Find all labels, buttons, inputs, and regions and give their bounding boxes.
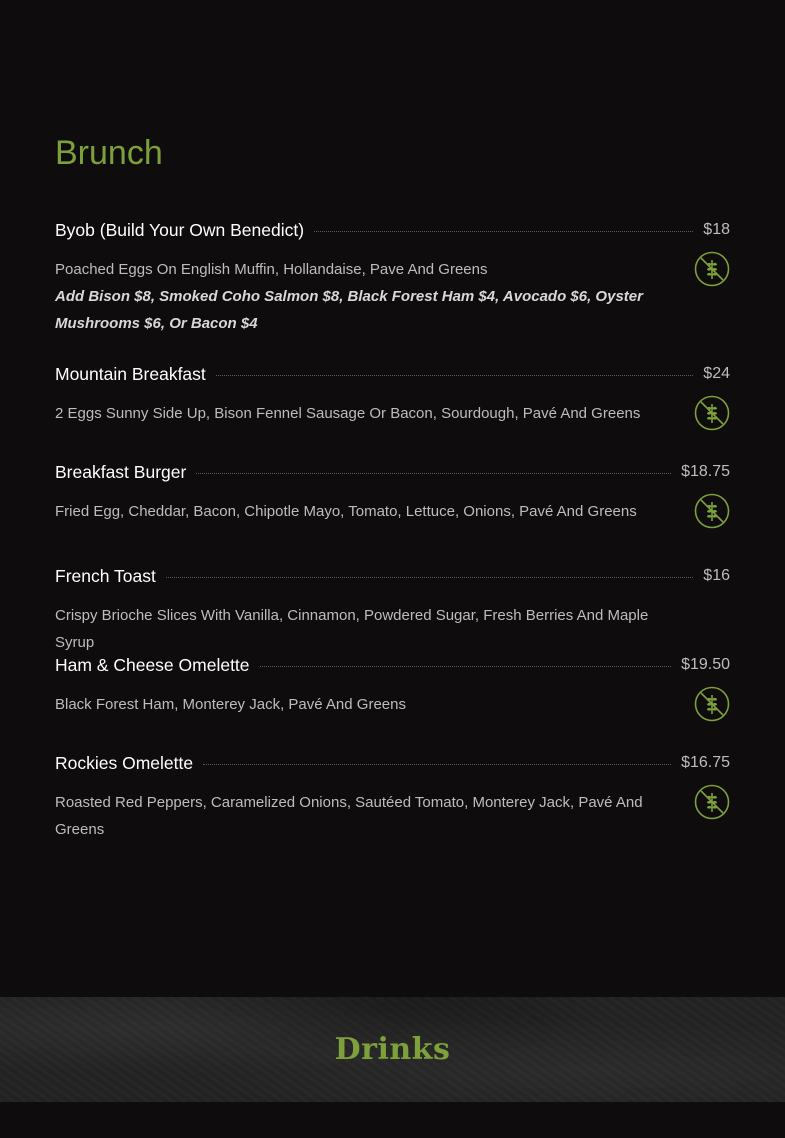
menu-item-header <box>55 362 730 386</box>
dotted-leader <box>216 375 694 376</box>
menu-item-header <box>55 218 730 242</box>
menu-item-name: Rockies Omelette <box>55 752 194 773</box>
dotted-leader <box>203 764 671 765</box>
menu-item-name: Byob (Build Your Own Benedict) <box>55 219 305 240</box>
menu-item-name: Ham & Cheese Omelette <box>55 654 250 675</box>
menu-item-body <box>55 691 730 718</box>
gluten-free-icon <box>694 784 730 820</box>
menu-item <box>55 362 730 427</box>
menu-item-price: $18 <box>703 221 730 238</box>
menu-item-description: Poached Eggs On English Muffin, Hollandaise, Pave And Greens <box>55 261 488 278</box>
menu-item-price: $16.75 <box>681 754 730 771</box>
menu-item-name: Mountain Breakfast <box>55 363 206 384</box>
gluten-free-icon <box>694 686 730 722</box>
gluten-free-icon <box>694 395 730 431</box>
menu-item-header <box>55 653 730 677</box>
menu-item-body <box>55 789 730 843</box>
dotted-leader <box>196 473 671 474</box>
section-title-drinks: Drinks <box>334 1032 451 1067</box>
menu-item <box>55 460 730 525</box>
dotted-leader <box>260 666 672 667</box>
menu-item-header <box>55 751 730 775</box>
menu-item-body <box>55 498 730 525</box>
dotted-leader <box>314 231 693 232</box>
menu-item <box>55 564 730 656</box>
menu-item <box>55 751 730 843</box>
dotted-leader <box>166 577 693 578</box>
menu-item-description: Fried Egg, Cheddar, Bacon, Chipotle Mayo, Tomato, Lettuce, Onions, Pavé And Greens <box>55 503 637 520</box>
gluten-free-icon <box>694 493 730 529</box>
menu-item-addons: Add Bison $8, Smoked Coho Salmon $8, Black Forest Ham $4, Avocado $6, Oyster Mushrooms $6, Or Bacon $4 <box>55 288 643 332</box>
menu-item-name: French Toast <box>55 565 156 586</box>
menu-item-header <box>55 460 730 484</box>
section-title-brunch: Brunch <box>55 134 163 172</box>
menu-item-name: Breakfast Burger <box>55 461 187 482</box>
menu-item-price: $18.75 <box>681 463 730 480</box>
menu-item <box>55 653 730 718</box>
menu-item-body <box>55 400 730 427</box>
menu-item-description: Crispy Brioche Slices With Vanilla, Cinnamon, Powdered Sugar, Fresh Berries And Maple Syrup <box>55 607 649 651</box>
menu-item-price: $24 <box>703 365 730 382</box>
menu-item-body <box>55 256 730 337</box>
menu-item-header <box>55 564 730 588</box>
drinks-banner <box>0 997 785 1102</box>
gluten-free-icon <box>694 251 730 287</box>
menu-item-description: Roasted Red Peppers, Caramelized Onions, Sautéed Tomato, Monterey Jack, Pavé And Greens <box>55 794 643 838</box>
menu-item-body <box>55 602 730 656</box>
menu-item-description: 2 Eggs Sunny Side Up, Bison Fennel Sausage Or Bacon, Sourdough, Pavé And Greens <box>55 405 641 422</box>
menu-item <box>55 218 730 337</box>
menu-item-price: $19.50 <box>681 656 730 673</box>
menu-item-description: Black Forest Ham, Monterey Jack, Pavé And Greens <box>55 696 406 713</box>
menu-item-price: $16 <box>703 567 730 584</box>
